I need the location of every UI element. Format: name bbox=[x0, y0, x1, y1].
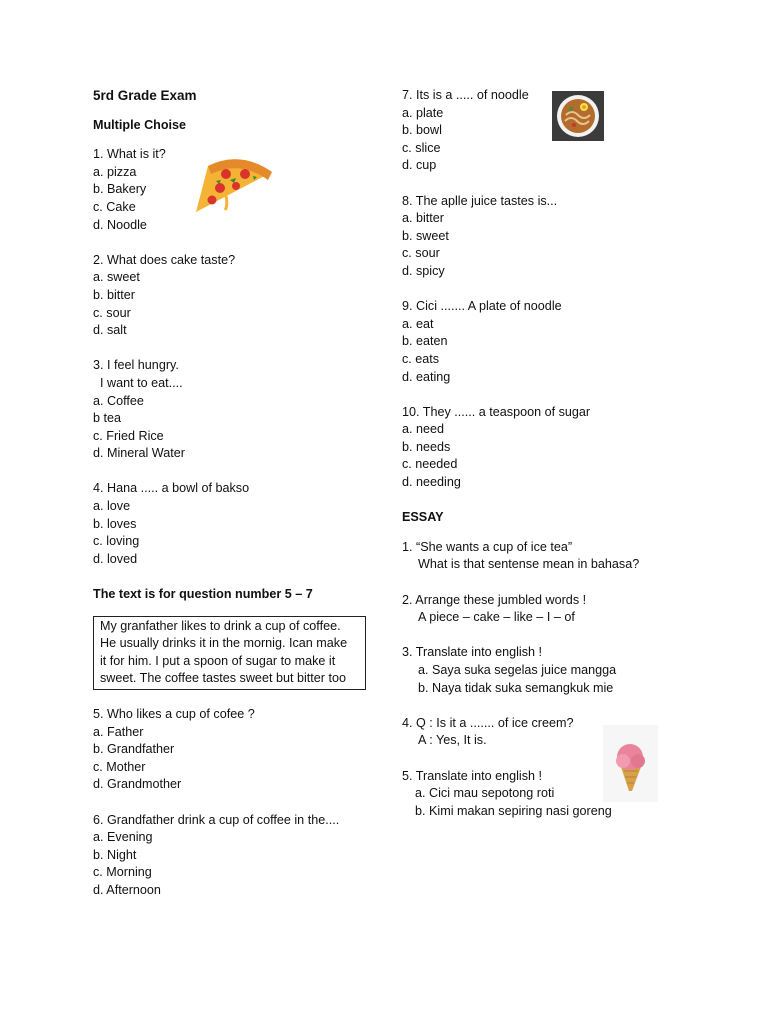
passage-line: it for him. I put a spoon of sugar to make it bbox=[100, 653, 336, 668]
essay-subline: A : Yes, It is. bbox=[418, 733, 487, 748]
option-c: c. Morning bbox=[93, 865, 152, 880]
question-text: 1. What is it? bbox=[93, 147, 166, 162]
essay-subline-b: b. Kimi makan sepiring nasi goreng bbox=[415, 803, 612, 818]
option-b: b tea bbox=[93, 411, 122, 426]
option-d: d. Noodle bbox=[93, 217, 147, 232]
option-c: c. eats bbox=[402, 351, 440, 366]
passage-line: sweet. The coffee tastes sweet but bitter too bbox=[100, 671, 346, 686]
option-a: a. plate bbox=[402, 105, 444, 120]
question-text-line-2: I want to eat.... bbox=[100, 375, 183, 390]
option-b: b. sweet bbox=[402, 228, 449, 243]
option-b: b. loves bbox=[93, 516, 137, 531]
option-d: d. salt bbox=[93, 323, 127, 338]
essay-1 bbox=[402, 539, 682, 574]
pizza-slice-icon bbox=[190, 152, 274, 216]
question-3 bbox=[93, 357, 378, 463]
question-text: 9. Cici ....... A plate of noodle bbox=[402, 299, 562, 314]
question-text: 2. What does cake taste? bbox=[93, 252, 236, 267]
option-b: b. Night bbox=[93, 847, 137, 862]
essay-heading: ESSAY bbox=[402, 510, 444, 525]
option-c: c. sour bbox=[93, 305, 131, 320]
option-d: d. cup bbox=[402, 158, 437, 173]
option-a: a. Coffee bbox=[93, 393, 144, 408]
option-d: d. needing bbox=[402, 475, 461, 490]
noodle-bowl-icon bbox=[552, 91, 604, 141]
question-2 bbox=[93, 252, 378, 340]
essay-subline: A piece – cake – like – I – of bbox=[418, 610, 575, 625]
option-d: d. Mineral Water bbox=[93, 446, 185, 461]
question-9 bbox=[402, 298, 682, 386]
question-7 bbox=[402, 87, 682, 175]
essay-question: 5. Translate into english ! bbox=[402, 768, 543, 783]
option-b: b. needs bbox=[402, 439, 451, 454]
option-a: a. need bbox=[402, 422, 445, 437]
essay-3 bbox=[402, 644, 682, 697]
essay-subline-a: a. Cici mau sepotong roti bbox=[415, 786, 555, 801]
multiple-choice-heading: Multiple Choise bbox=[93, 117, 187, 132]
ice-cream-cone-icon bbox=[603, 725, 658, 802]
option-a: a. Evening bbox=[93, 830, 153, 845]
option-b: b. Bakery bbox=[93, 182, 147, 197]
option-a: a. bitter bbox=[402, 211, 444, 226]
question-4 bbox=[93, 480, 378, 568]
option-d: d. loved bbox=[93, 551, 138, 566]
option-b: b. Grandfather bbox=[93, 742, 175, 757]
question-text: 4. Hana ..... a bowl of bakso bbox=[93, 481, 250, 496]
question-10 bbox=[402, 404, 682, 492]
essay-question: 3. Translate into english ! bbox=[402, 645, 543, 660]
option-a: a. Father bbox=[93, 724, 144, 739]
option-d: d. Afternoon bbox=[93, 882, 161, 897]
question-text: 7. Its is a ..... of noodle bbox=[402, 88, 529, 102]
question-text: 3. I feel hungry. bbox=[93, 358, 179, 373]
question-5 bbox=[93, 706, 378, 794]
essay-2 bbox=[402, 592, 682, 627]
option-d: d. Grandmother bbox=[93, 777, 182, 792]
option-d: d. eating bbox=[402, 369, 451, 384]
essay-subline: What is that sentense mean in bahasa? bbox=[418, 557, 640, 572]
question-text: 8. The aplle juice tastes is... bbox=[402, 193, 558, 208]
option-c: c. slice bbox=[402, 140, 441, 155]
question-6 bbox=[93, 812, 378, 900]
option-c: c. sour bbox=[402, 246, 440, 261]
essay-question: 2. Arrange these jumbled words ! bbox=[402, 592, 587, 607]
option-c: c. Cake bbox=[93, 199, 136, 214]
option-b: b. bowl bbox=[402, 123, 442, 138]
exam-title: 5rd Grade Exam bbox=[93, 88, 197, 103]
essay-subline-a: a. Saya suka segelas juice mangga bbox=[418, 663, 617, 677]
option-a: a. love bbox=[93, 499, 131, 514]
option-a: a. sweet bbox=[93, 270, 140, 285]
essay-subline-b: b. Naya tidak suka semangkuk mie bbox=[418, 680, 614, 695]
reading-passage-box bbox=[93, 616, 366, 690]
option-a: a. pizza bbox=[93, 164, 137, 179]
option-c: c. Mother bbox=[93, 759, 146, 774]
question-text: 6. Grandfather drink a cup of coffee in the.... bbox=[93, 812, 340, 827]
option-c: c. Fried Rice bbox=[93, 428, 164, 443]
question-text: 10. They ...... a teaspoon of sugar bbox=[402, 404, 591, 419]
option-c: c. loving bbox=[93, 534, 140, 549]
option-c: c. needed bbox=[402, 457, 458, 472]
essay-question: 4. Q : Is it a ....... of ice creem? bbox=[402, 715, 574, 730]
option-b: b. eaten bbox=[402, 334, 448, 349]
essay-question: 1. “She wants a cup of ice tea” bbox=[402, 539, 573, 554]
option-b: b. bitter bbox=[93, 287, 135, 302]
option-d: d. spicy bbox=[402, 263, 445, 278]
passage-line: He usually drinks it in the mornig. Ican make bbox=[100, 636, 348, 651]
question-8 bbox=[402, 193, 682, 281]
question-text: 5. Who likes a cup of cofee ? bbox=[93, 707, 255, 721]
passage-line: My granfather likes to drink a cup of coffee. bbox=[100, 618, 341, 633]
option-a: a. eat bbox=[402, 316, 434, 331]
reading-text-heading: The text is for question number 5 – 7 bbox=[93, 587, 313, 602]
